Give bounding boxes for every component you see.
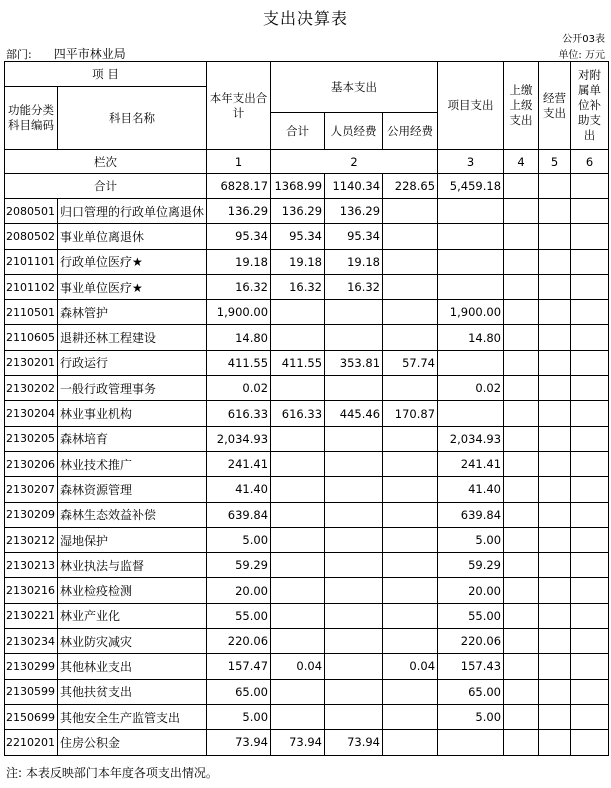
amount-cell xyxy=(539,224,571,249)
amount-cell xyxy=(539,603,571,628)
func-code-cell: 2101101 xyxy=(5,249,58,274)
amount-cell: 136.29 xyxy=(325,199,383,224)
amount-cell: 157.47 xyxy=(207,654,271,679)
amount-cell: 14.80 xyxy=(207,325,271,350)
amount-cell xyxy=(571,300,609,325)
subject-name-cell: 一般行政管理事务 xyxy=(58,376,207,401)
func-code-cell: 2130221 xyxy=(5,603,58,628)
func-code-cell: 2130205 xyxy=(5,426,58,451)
table-row xyxy=(5,376,609,401)
amount-cell: 2,034.93 xyxy=(438,426,504,451)
amount-cell: 241.41 xyxy=(438,451,504,476)
func-code-cell: 2130213 xyxy=(5,553,58,578)
column-number: 6 xyxy=(571,150,609,174)
amount-cell: 19.18 xyxy=(325,249,383,274)
amount-cell: 59.29 xyxy=(438,553,504,578)
amount-cell xyxy=(571,679,609,704)
expenditure-table xyxy=(4,61,609,756)
amount-cell xyxy=(383,199,438,224)
subject-name-cell: 林业产业化 xyxy=(58,603,207,628)
subject-name-cell: 森林培育 xyxy=(58,426,207,451)
amount-cell xyxy=(325,679,383,704)
amount-cell xyxy=(383,477,438,502)
amount-cell xyxy=(571,704,609,729)
header-subsidy: 对附属单位补助支出 xyxy=(571,62,609,150)
table-row xyxy=(5,199,609,224)
amount-cell: 73.94 xyxy=(271,730,325,755)
amount-cell: 136.29 xyxy=(271,199,325,224)
unit-label: 单位: 万元 xyxy=(558,50,605,61)
table-row xyxy=(5,654,609,679)
amount-cell: 136.29 xyxy=(207,199,271,224)
amount-cell: 220.06 xyxy=(207,629,271,654)
amount-cell xyxy=(325,527,383,552)
subject-name-cell: 其他林业支出 xyxy=(58,654,207,679)
func-code-cell: 2130204 xyxy=(5,401,58,426)
amount-cell xyxy=(383,704,438,729)
amount-cell xyxy=(571,451,609,476)
subject-name-cell: 森林管护 xyxy=(58,300,207,325)
amount-cell xyxy=(438,249,504,274)
func-code-cell: 2130209 xyxy=(5,502,58,527)
amount-cell xyxy=(539,527,571,552)
subject-name-cell: 林业事业机构 xyxy=(58,401,207,426)
amount-cell xyxy=(539,376,571,401)
header-subject-name: 科目名称 xyxy=(58,87,207,150)
footnote: 注: 本表反映部门本年度各项支出情况。 xyxy=(6,766,218,780)
table-row xyxy=(5,603,609,628)
table-row xyxy=(5,325,609,350)
amount-cell xyxy=(539,401,571,426)
amount-cell xyxy=(383,553,438,578)
func-code-cell: 2130599 xyxy=(5,679,58,704)
amount-cell xyxy=(504,679,539,704)
amount-cell: 65.00 xyxy=(207,679,271,704)
amount-cell xyxy=(571,350,609,375)
header-total: 本年支出合计 xyxy=(207,62,271,150)
amount-cell xyxy=(383,679,438,704)
amount-cell: 0.02 xyxy=(438,376,504,401)
amount-cell xyxy=(539,325,571,350)
subject-name-cell: 湿地保护 xyxy=(58,527,207,552)
amount-cell xyxy=(539,300,571,325)
amount-cell xyxy=(504,578,539,603)
amount-cell xyxy=(325,603,383,628)
amount-cell: 0.04 xyxy=(271,654,325,679)
amount-cell xyxy=(383,629,438,654)
amount-cell xyxy=(571,654,609,679)
amount-cell: 616.33 xyxy=(207,401,271,426)
amount-cell xyxy=(571,224,609,249)
amount-cell: 41.40 xyxy=(207,477,271,502)
amount-cell xyxy=(504,401,539,426)
subject-name-cell: 林业检疫检测 xyxy=(58,578,207,603)
amount-cell xyxy=(325,553,383,578)
amount-cell xyxy=(438,224,504,249)
amount-cell: 5.00 xyxy=(438,704,504,729)
amount-cell xyxy=(325,477,383,502)
amount-cell xyxy=(325,578,383,603)
amount-cell xyxy=(504,603,539,628)
amount-cell xyxy=(539,451,571,476)
amount-cell xyxy=(271,451,325,476)
table-row xyxy=(5,401,609,426)
amount-cell xyxy=(271,376,325,401)
column-number: 3 xyxy=(438,150,504,174)
table-row xyxy=(5,300,609,325)
amount-cell: 353.81 xyxy=(325,350,383,375)
func-code-cell: 2150699 xyxy=(5,704,58,729)
amount-cell xyxy=(571,249,609,274)
amount-cell xyxy=(271,603,325,628)
subject-name-cell: 林业技术推广 xyxy=(58,451,207,476)
amount-cell xyxy=(571,376,609,401)
table-row xyxy=(5,578,609,603)
amount-cell: 20.00 xyxy=(207,578,271,603)
amount-cell: 157.43 xyxy=(438,654,504,679)
func-code-cell: 2080501 xyxy=(5,199,58,224)
table-row xyxy=(5,477,609,502)
amount-cell: 2,034.93 xyxy=(207,426,271,451)
amount-cell: 57.74 xyxy=(383,350,438,375)
amount-cell: 1,900.00 xyxy=(438,300,504,325)
amount-cell: 5.00 xyxy=(207,704,271,729)
amount-cell xyxy=(504,300,539,325)
amount-cell xyxy=(325,629,383,654)
amount-cell: 73.94 xyxy=(207,730,271,755)
amount-cell xyxy=(539,274,571,299)
amount-cell xyxy=(504,426,539,451)
column-number: 1 xyxy=(207,150,271,174)
amount-cell xyxy=(383,426,438,451)
header-personnel: 人员经费 xyxy=(325,113,383,150)
amount-cell xyxy=(325,654,383,679)
amount-cell xyxy=(539,502,571,527)
table-row xyxy=(5,527,609,552)
amount-cell: 41.40 xyxy=(438,477,504,502)
amount-cell xyxy=(271,325,325,350)
amount-cell: 5.00 xyxy=(438,527,504,552)
column-number-row xyxy=(5,150,609,174)
amount-cell xyxy=(271,553,325,578)
amount-cell xyxy=(325,502,383,527)
amount-cell xyxy=(325,704,383,729)
amount-cell xyxy=(271,502,325,527)
amount-cell: 220.06 xyxy=(438,629,504,654)
table-row xyxy=(5,274,609,299)
amount-cell: 616.33 xyxy=(271,401,325,426)
amount-cell: 411.55 xyxy=(207,350,271,375)
table-row xyxy=(5,704,609,729)
total-cell: 6828.17 xyxy=(207,174,271,199)
header-business: 经营支出 xyxy=(539,62,571,150)
amount-cell xyxy=(383,527,438,552)
amount-cell xyxy=(504,654,539,679)
func-code-cell: 2080502 xyxy=(5,224,58,249)
amount-cell xyxy=(571,629,609,654)
amount-cell xyxy=(325,376,383,401)
column-number: 2 xyxy=(271,150,438,174)
table-row xyxy=(5,224,609,249)
amount-cell xyxy=(504,199,539,224)
amount-cell: 14.80 xyxy=(438,325,504,350)
amount-cell xyxy=(504,350,539,375)
amount-cell: 411.55 xyxy=(271,350,325,375)
amount-cell: 65.00 xyxy=(438,679,504,704)
department-label: 部门: xyxy=(6,48,32,61)
table-row xyxy=(5,730,609,755)
amount-cell xyxy=(539,249,571,274)
header-item: 项 目 xyxy=(5,62,207,87)
amount-cell xyxy=(271,300,325,325)
amount-cell xyxy=(504,325,539,350)
amount-cell xyxy=(383,224,438,249)
amount-cell xyxy=(438,274,504,299)
amount-cell xyxy=(571,477,609,502)
amount-cell: 95.34 xyxy=(271,224,325,249)
amount-cell: 241.41 xyxy=(207,451,271,476)
amount-cell: 73.94 xyxy=(325,730,383,755)
amount-cell xyxy=(504,527,539,552)
amount-cell xyxy=(271,578,325,603)
amount-cell: 19.18 xyxy=(207,249,271,274)
amount-cell xyxy=(383,451,438,476)
amount-cell xyxy=(539,578,571,603)
amount-cell xyxy=(271,527,325,552)
amount-cell xyxy=(504,477,539,502)
amount-cell xyxy=(571,325,609,350)
table-row xyxy=(5,249,609,274)
amount-cell xyxy=(504,274,539,299)
amount-cell xyxy=(539,477,571,502)
amount-cell xyxy=(383,578,438,603)
func-code-cell: 2130206 xyxy=(5,451,58,476)
amount-cell: 639.84 xyxy=(207,502,271,527)
amount-cell xyxy=(504,553,539,578)
amount-cell: 16.32 xyxy=(325,274,383,299)
func-code-cell: 2130202 xyxy=(5,376,58,401)
amount-cell xyxy=(325,300,383,325)
amount-cell xyxy=(271,679,325,704)
amount-cell: 445.46 xyxy=(325,401,383,426)
amount-cell xyxy=(571,730,609,755)
amount-cell xyxy=(571,527,609,552)
amount-cell xyxy=(539,350,571,375)
amount-cell xyxy=(438,199,504,224)
amount-cell: 19.18 xyxy=(271,249,325,274)
subject-name-cell: 森林资源管理 xyxy=(58,477,207,502)
amount-cell xyxy=(383,300,438,325)
total-cell: 5,459.18 xyxy=(438,174,504,199)
amount-cell xyxy=(571,553,609,578)
subject-name-cell: 事业单位医疗★ xyxy=(58,274,207,299)
func-code-cell: 2101102 xyxy=(5,274,58,299)
subject-name-cell: 事业单位离退休 xyxy=(58,224,207,249)
amount-cell: 55.00 xyxy=(438,603,504,628)
amount-cell xyxy=(504,502,539,527)
subject-name-cell: 行政单位医疗★ xyxy=(58,249,207,274)
header-project: 项目支出 xyxy=(438,62,504,150)
amount-cell: 0.04 xyxy=(383,654,438,679)
func-code-cell: 2130212 xyxy=(5,527,58,552)
column-number: 4 xyxy=(504,150,539,174)
amount-cell: 0.02 xyxy=(207,376,271,401)
amount-cell: 5.00 xyxy=(207,527,271,552)
amount-cell xyxy=(539,426,571,451)
amount-cell xyxy=(383,325,438,350)
func-code-cell: 2130201 xyxy=(5,350,58,375)
amount-cell xyxy=(571,274,609,299)
amount-cell xyxy=(383,249,438,274)
total-label: 合计 xyxy=(5,174,207,199)
amount-cell: 59.29 xyxy=(207,553,271,578)
report-title: 支出决算表 xyxy=(262,9,348,28)
subject-name-cell: 住房公积金 xyxy=(58,730,207,755)
amount-cell: 16.32 xyxy=(207,274,271,299)
column-number: 5 xyxy=(539,150,571,174)
amount-cell xyxy=(539,629,571,654)
amount-cell xyxy=(504,224,539,249)
amount-cell xyxy=(271,477,325,502)
amount-cell xyxy=(438,350,504,375)
amount-cell xyxy=(271,426,325,451)
amount-cell xyxy=(271,704,325,729)
amount-cell: 20.00 xyxy=(438,578,504,603)
total-cell xyxy=(504,174,539,199)
header-row-1 xyxy=(5,62,609,87)
amount-cell xyxy=(571,502,609,527)
amount-cell xyxy=(383,603,438,628)
department-line xyxy=(6,45,126,62)
amount-cell: 95.34 xyxy=(207,224,271,249)
header-basic: 基本支出 xyxy=(271,62,438,113)
total-cell xyxy=(571,174,609,199)
amount-cell xyxy=(325,451,383,476)
amount-cell xyxy=(571,199,609,224)
table-row xyxy=(5,553,609,578)
func-code-cell: 2110501 xyxy=(5,300,58,325)
subject-name-cell: 归口管理的行政单位离退休 xyxy=(58,199,207,224)
amount-cell xyxy=(438,401,504,426)
total-row xyxy=(5,174,609,199)
amount-cell xyxy=(539,730,571,755)
amount-cell: 170.87 xyxy=(383,401,438,426)
amount-cell xyxy=(504,730,539,755)
amount-cell: 55.00 xyxy=(207,603,271,628)
func-code-cell: 2130207 xyxy=(5,477,58,502)
table-row xyxy=(5,629,609,654)
subject-name-cell: 森林生态效益补偿 xyxy=(58,502,207,527)
subject-name-cell: 行政运行 xyxy=(58,350,207,375)
amount-cell xyxy=(571,426,609,451)
amount-cell xyxy=(383,274,438,299)
amount-cell xyxy=(383,730,438,755)
header-func-code: 功能分类科目编码 xyxy=(5,87,58,150)
table-body xyxy=(5,62,609,756)
amount-cell xyxy=(539,199,571,224)
table-row xyxy=(5,350,609,375)
table-row xyxy=(5,451,609,476)
amount-cell xyxy=(271,629,325,654)
form-number: 公开03表 xyxy=(562,34,605,45)
amount-cell xyxy=(571,401,609,426)
department-name: 四平市林业局 xyxy=(53,47,126,61)
amount-cell xyxy=(325,426,383,451)
amount-cell xyxy=(325,325,383,350)
amount-cell xyxy=(571,603,609,628)
amount-cell xyxy=(539,704,571,729)
total-cell: 228.65 xyxy=(383,174,438,199)
func-code-cell: 2130216 xyxy=(5,578,58,603)
amount-cell xyxy=(438,730,504,755)
amount-cell xyxy=(539,654,571,679)
header-basic-total: 合计 xyxy=(271,113,325,150)
func-code-cell: 2210201 xyxy=(5,730,58,755)
table-row xyxy=(5,679,609,704)
amount-cell: 16.32 xyxy=(271,274,325,299)
total-cell: 1368.99 xyxy=(271,174,325,199)
amount-cell xyxy=(383,376,438,401)
table-row xyxy=(5,502,609,527)
func-code-cell: 2130299 xyxy=(5,654,58,679)
amount-cell xyxy=(504,451,539,476)
amount-cell xyxy=(504,249,539,274)
subject-name-cell: 其他扶贫支出 xyxy=(58,679,207,704)
subject-name-cell: 林业防灾减灾 xyxy=(58,629,207,654)
table-row xyxy=(5,426,609,451)
header-upper: 上缴上级支出 xyxy=(504,62,539,150)
amount-cell xyxy=(571,578,609,603)
total-cell: 1140.34 xyxy=(325,174,383,199)
amount-cell: 95.34 xyxy=(325,224,383,249)
amount-cell xyxy=(504,704,539,729)
amount-cell: 1,900.00 xyxy=(207,300,271,325)
amount-cell xyxy=(539,679,571,704)
amount-cell xyxy=(383,502,438,527)
func-code-cell: 2130234 xyxy=(5,629,58,654)
amount-cell: 639.84 xyxy=(438,502,504,527)
subject-name-cell: 林业执法与监督 xyxy=(58,553,207,578)
func-code-cell: 2110605 xyxy=(5,325,58,350)
total-cell xyxy=(539,174,571,199)
amount-cell xyxy=(504,376,539,401)
header-public: 公用经费 xyxy=(383,113,438,150)
subject-name-cell: 退耕还林工程建设 xyxy=(58,325,207,350)
subject-name-cell: 其他安全生产监管支出 xyxy=(58,704,207,729)
amount-cell xyxy=(539,553,571,578)
column-number-label: 栏次 xyxy=(5,150,207,174)
amount-cell xyxy=(504,629,539,654)
